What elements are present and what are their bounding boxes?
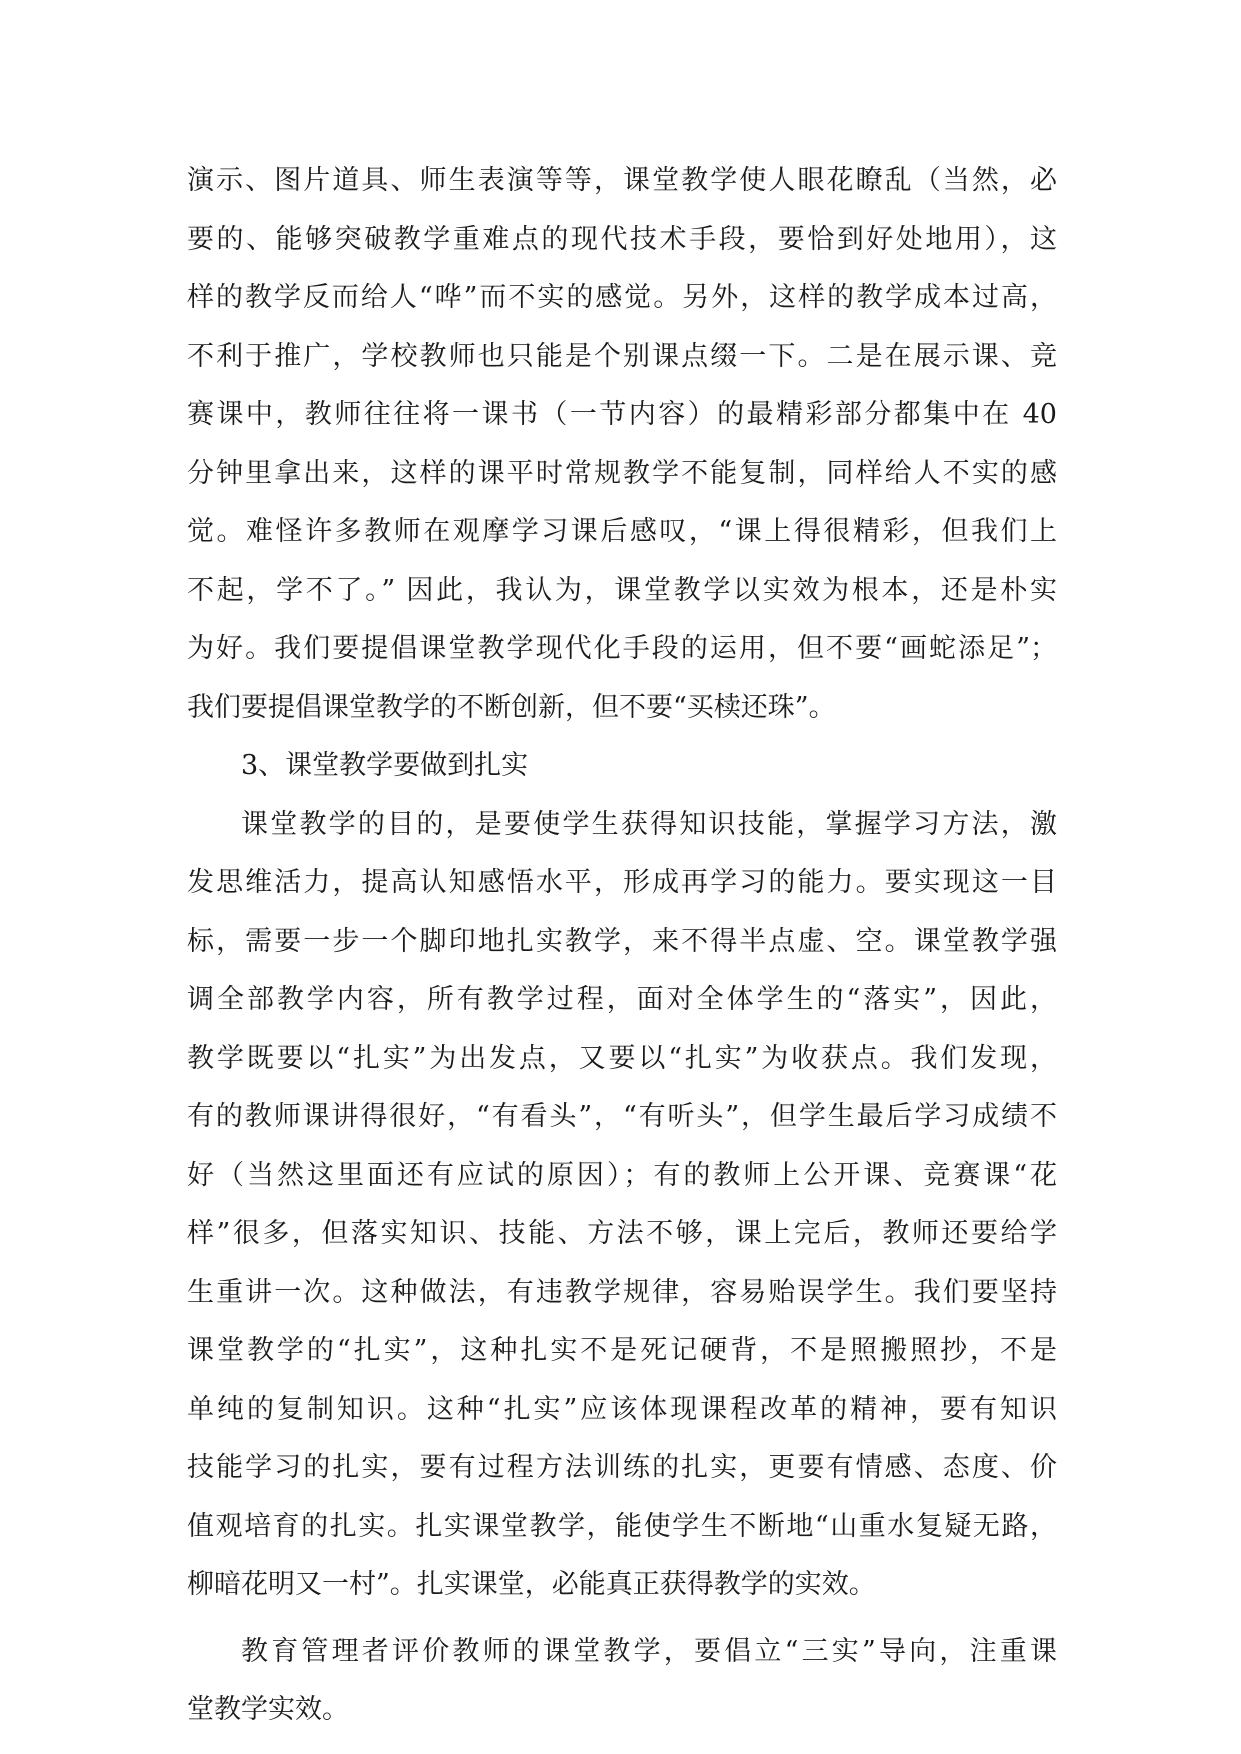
text-line: 好（当然这里面还有应试的原因）；有的教师上公开课、竞赛课“花 bbox=[187, 1159, 1057, 1191]
text-line: 样的教学反而给人“哗”而不实的感觉。另外，这样的教学成本过高， bbox=[187, 282, 1057, 313]
text-line: 样”很多，但落实知识、技能、方法不够，课上完后，教师还要给学 bbox=[187, 1218, 1057, 1249]
text-line: 单纯的复制知识。这种“扎实”应该体现课程改革的精神，要有知识 bbox=[187, 1393, 1057, 1425]
section-heading bbox=[187, 737, 1057, 796]
text-line: 为好。我们要提倡课堂教学现代化手段的运用，但不要“画蛇添足”； bbox=[187, 633, 1057, 664]
text-line: 课堂教学的目的，是要使学生获得知识技能，掌握学习方法，激 bbox=[241, 808, 1057, 840]
text-line: 教学既要以“扎实”为出发点，又要以“扎实”为收获点。我们发现， bbox=[187, 1042, 1057, 1074]
body-text bbox=[187, 152, 1057, 1740]
text-line: 技能学习的扎实，要有过程方法训练的扎实，更要有情感、态度、价 bbox=[187, 1452, 1057, 1483]
paragraph bbox=[187, 152, 1057, 737]
text-line: 我们要提倡课堂教学的不断创新，但不要“买椟还珠”。 bbox=[187, 691, 836, 723]
paragraph bbox=[187, 1623, 1057, 1740]
text-line: 有的教师课讲得很好，“有看头”，“有听头”，但学生最后学习成绩不 bbox=[187, 1101, 1057, 1132]
text-line: 课堂教学的“扎实”，这种扎实不是死记硬背，不是照搬照抄，不是 bbox=[187, 1335, 1057, 1366]
text-line: 不利于推广，学校教师也只能是个别课点缀一下。二是在展示课、竞 bbox=[187, 340, 1057, 372]
paragraph-gap bbox=[187, 1615, 1057, 1623]
text-line: 不起，学不了。” 因此，我认为，课堂教学以实效为根本，还是朴实 bbox=[187, 574, 1057, 606]
text-line: 觉。难怪许多教师在观摩学习课后感叹，“课上得很精彩，但我们上 bbox=[187, 516, 1057, 547]
text-line: 生重讲一次。这种做法，有违教学规律，容易贻误学生。我们要坚持 bbox=[187, 1276, 1057, 1308]
text-line: 堂教学实效。 bbox=[187, 1694, 349, 1725]
paragraph bbox=[187, 796, 1057, 1615]
text-line: 标，需要一步一个脚印地扎实教学，来不得半点虚、空。课堂教学强 bbox=[187, 925, 1057, 957]
text-line: 演示、图片道具、师生表演等等，课堂教学使人眼花瞭乱（当然，必 bbox=[187, 165, 1057, 196]
heading-text: 3、课堂教学要做到扎实 bbox=[241, 750, 529, 781]
text-line: 要的、能够突破教学重难点的现代技术手段，要恰到好处地用），这 bbox=[187, 223, 1057, 255]
text-line: 赛课中，教师往往将一课书（一节内容）的最精彩部分都集中在 40 bbox=[187, 399, 1057, 430]
text-line: 调全部教学内容，所有教学过程，面对全体学生的“落实”，因此， bbox=[187, 984, 1057, 1015]
text-line: 分钟里拿出来，这样的课平时常规教学不能复制，同样给人不实的感 bbox=[187, 457, 1057, 489]
text-line: 发思维活力，提高认知感悟水平，形成再学习的能力。要实现这一目 bbox=[187, 867, 1057, 898]
text-line: 教育管理者评价教师的课堂教学，要倡立“三实”导向，注重课 bbox=[241, 1635, 1057, 1667]
text-line: 柳暗花明又一村”。扎实课堂，必能真正获得教学的实效。 bbox=[187, 1569, 876, 1600]
text-line: 值观培育的扎实。扎实课堂教学，能使学生不断地“山重水复疑无路， bbox=[187, 1510, 1057, 1542]
